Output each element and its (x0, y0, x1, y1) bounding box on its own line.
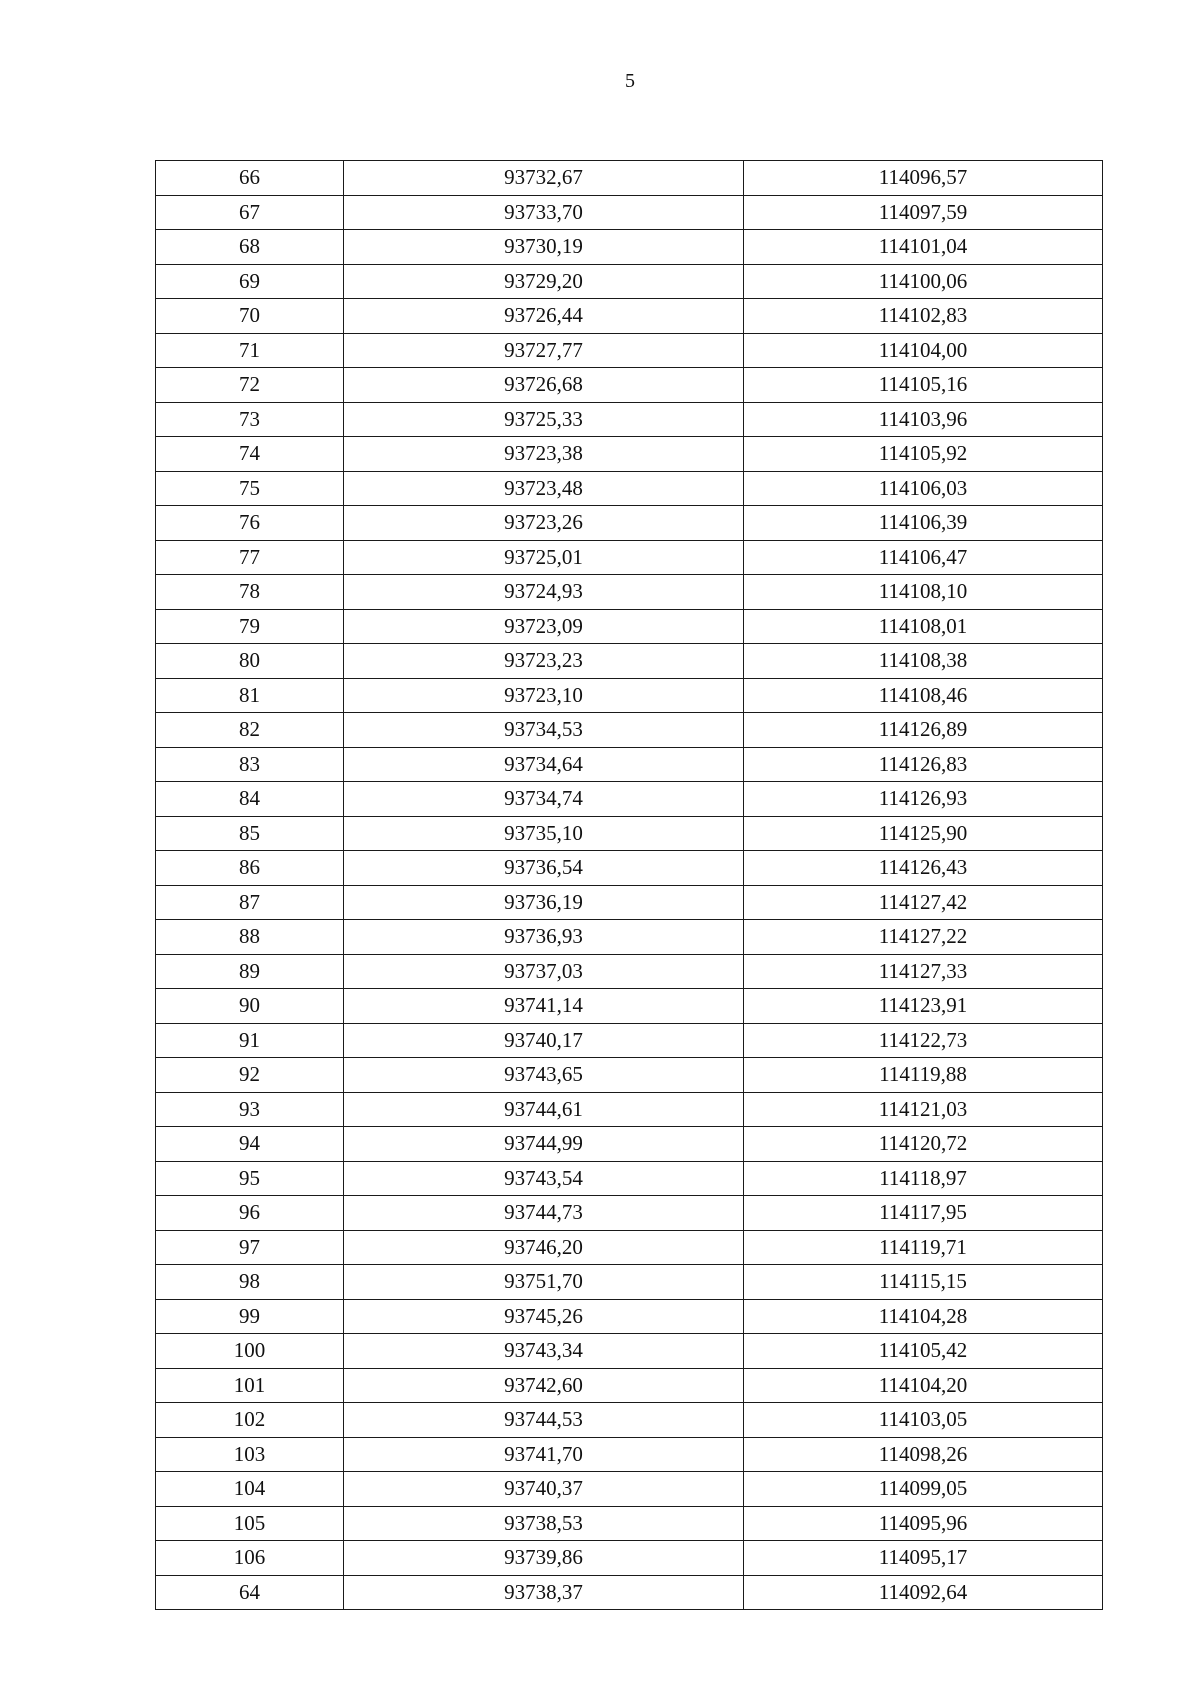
x-coordinate-cell: 93723,38 (344, 437, 744, 472)
y-coordinate-cell: 114104,00 (744, 333, 1103, 368)
table-row (156, 920, 1103, 955)
x-coordinate-cell: 93727,77 (344, 333, 744, 368)
y-coordinate-cell: 114103,96 (744, 402, 1103, 437)
y-coordinate-cell: 114120,72 (744, 1127, 1103, 1162)
x-coordinate-cell: 93723,48 (344, 471, 744, 506)
x-coordinate-cell: 93724,93 (344, 575, 744, 610)
x-coordinate-cell: 93744,53 (344, 1403, 744, 1438)
point-number-cell: 91 (156, 1023, 344, 1058)
table-row (156, 1230, 1103, 1265)
x-coordinate-cell: 93736,19 (344, 885, 744, 920)
coordinates-table-body (156, 161, 1103, 1610)
table-row (156, 161, 1103, 196)
y-coordinate-cell: 114104,28 (744, 1299, 1103, 1334)
table-row (156, 264, 1103, 299)
point-number-cell: 64 (156, 1575, 344, 1610)
x-coordinate-cell: 93736,93 (344, 920, 744, 955)
page-number: 5 (625, 70, 635, 92)
y-coordinate-cell: 114122,73 (744, 1023, 1103, 1058)
y-coordinate-cell: 114092,64 (744, 1575, 1103, 1610)
x-coordinate-cell: 93740,17 (344, 1023, 744, 1058)
x-coordinate-cell: 93741,70 (344, 1437, 744, 1472)
table-row (156, 1575, 1103, 1610)
x-coordinate-cell: 93725,01 (344, 540, 744, 575)
x-coordinate-cell: 93744,99 (344, 1127, 744, 1162)
y-coordinate-cell: 114097,59 (744, 195, 1103, 230)
point-number-cell: 84 (156, 782, 344, 817)
table-row (156, 368, 1103, 403)
point-number-cell: 70 (156, 299, 344, 334)
point-number-cell: 105 (156, 1506, 344, 1541)
y-coordinate-cell: 114095,17 (744, 1541, 1103, 1576)
table-row (156, 1437, 1103, 1472)
table-row (156, 851, 1103, 886)
point-number-cell: 83 (156, 747, 344, 782)
table-row (156, 1299, 1103, 1334)
table-row (156, 1334, 1103, 1369)
x-coordinate-cell: 93745,26 (344, 1299, 744, 1334)
table-row (156, 230, 1103, 265)
table-row (156, 1368, 1103, 1403)
y-coordinate-cell: 114108,01 (744, 609, 1103, 644)
x-coordinate-cell: 93726,68 (344, 368, 744, 403)
x-coordinate-cell: 93738,53 (344, 1506, 744, 1541)
x-coordinate-cell: 93737,03 (344, 954, 744, 989)
table-row (156, 782, 1103, 817)
table-row (156, 195, 1103, 230)
x-coordinate-cell: 93743,54 (344, 1161, 744, 1196)
point-number-cell: 77 (156, 540, 344, 575)
table-row (156, 678, 1103, 713)
x-coordinate-cell: 93730,19 (344, 230, 744, 265)
point-number-cell: 96 (156, 1196, 344, 1231)
point-number-cell: 99 (156, 1299, 344, 1334)
x-coordinate-cell: 93723,23 (344, 644, 744, 679)
table-row (156, 540, 1103, 575)
x-coordinate-cell: 93751,70 (344, 1265, 744, 1300)
point-number-cell: 93 (156, 1092, 344, 1127)
point-number-cell: 76 (156, 506, 344, 541)
y-coordinate-cell: 114105,42 (744, 1334, 1103, 1369)
y-coordinate-cell: 114119,71 (744, 1230, 1103, 1265)
y-coordinate-cell: 114108,38 (744, 644, 1103, 679)
point-number-cell: 66 (156, 161, 344, 196)
y-coordinate-cell: 114126,93 (744, 782, 1103, 817)
table-row (156, 1403, 1103, 1438)
table-row (156, 1541, 1103, 1576)
table-row (156, 471, 1103, 506)
x-coordinate-cell: 93744,73 (344, 1196, 744, 1231)
point-number-cell: 101 (156, 1368, 344, 1403)
x-coordinate-cell: 93738,37 (344, 1575, 744, 1610)
y-coordinate-cell: 114119,88 (744, 1058, 1103, 1093)
point-number-cell: 104 (156, 1472, 344, 1507)
table-row (156, 402, 1103, 437)
x-coordinate-cell: 93725,33 (344, 402, 744, 437)
x-coordinate-cell: 93743,34 (344, 1334, 744, 1369)
x-coordinate-cell: 93743,65 (344, 1058, 744, 1093)
point-number-cell: 100 (156, 1334, 344, 1369)
point-number-cell: 102 (156, 1403, 344, 1438)
x-coordinate-cell: 93741,14 (344, 989, 744, 1024)
point-number-cell: 69 (156, 264, 344, 299)
point-number-cell: 106 (156, 1541, 344, 1576)
point-number-cell: 88 (156, 920, 344, 955)
y-coordinate-cell: 114127,22 (744, 920, 1103, 955)
point-number-cell: 74 (156, 437, 344, 472)
point-number-cell: 73 (156, 402, 344, 437)
point-number-cell: 85 (156, 816, 344, 851)
x-coordinate-cell: 93734,64 (344, 747, 744, 782)
x-coordinate-cell: 93736,54 (344, 851, 744, 886)
point-number-cell: 67 (156, 195, 344, 230)
table-row (156, 506, 1103, 541)
x-coordinate-cell: 93729,20 (344, 264, 744, 299)
x-coordinate-cell: 93740,37 (344, 1472, 744, 1507)
y-coordinate-cell: 114101,04 (744, 230, 1103, 265)
y-coordinate-cell: 114106,47 (744, 540, 1103, 575)
y-coordinate-cell: 114126,83 (744, 747, 1103, 782)
y-coordinate-cell: 114108,46 (744, 678, 1103, 713)
x-coordinate-cell: 93734,53 (344, 713, 744, 748)
y-coordinate-cell: 114106,39 (744, 506, 1103, 541)
y-coordinate-cell: 114105,16 (744, 368, 1103, 403)
y-coordinate-cell: 114096,57 (744, 161, 1103, 196)
point-number-cell: 79 (156, 609, 344, 644)
y-coordinate-cell: 114115,15 (744, 1265, 1103, 1300)
y-coordinate-cell: 114104,20 (744, 1368, 1103, 1403)
y-coordinate-cell: 114127,42 (744, 885, 1103, 920)
y-coordinate-cell: 114108,10 (744, 575, 1103, 610)
y-coordinate-cell: 114095,96 (744, 1506, 1103, 1541)
y-coordinate-cell: 114105,92 (744, 437, 1103, 472)
point-number-cell: 89 (156, 954, 344, 989)
table-row (156, 713, 1103, 748)
y-coordinate-cell: 114125,90 (744, 816, 1103, 851)
point-number-cell: 71 (156, 333, 344, 368)
x-coordinate-cell: 93739,86 (344, 1541, 744, 1576)
table-row (156, 1196, 1103, 1231)
y-coordinate-cell: 114106,03 (744, 471, 1103, 506)
point-number-cell: 103 (156, 1437, 344, 1472)
y-coordinate-cell: 114117,95 (744, 1196, 1103, 1231)
y-coordinate-cell: 114127,33 (744, 954, 1103, 989)
point-number-cell: 90 (156, 989, 344, 1024)
y-coordinate-cell: 114118,97 (744, 1161, 1103, 1196)
x-coordinate-cell: 93734,74 (344, 782, 744, 817)
point-number-cell: 94 (156, 1127, 344, 1162)
x-coordinate-cell: 93723,10 (344, 678, 744, 713)
point-number-cell: 81 (156, 678, 344, 713)
x-coordinate-cell: 93735,10 (344, 816, 744, 851)
point-number-cell: 68 (156, 230, 344, 265)
y-coordinate-cell: 114098,26 (744, 1437, 1103, 1472)
point-number-cell: 97 (156, 1230, 344, 1265)
table-row (156, 1506, 1103, 1541)
x-coordinate-cell: 93746,20 (344, 1230, 744, 1265)
table-row (156, 747, 1103, 782)
point-number-cell: 87 (156, 885, 344, 920)
y-coordinate-cell: 114099,05 (744, 1472, 1103, 1507)
point-number-cell: 82 (156, 713, 344, 748)
y-coordinate-cell: 114100,06 (744, 264, 1103, 299)
x-coordinate-cell: 93733,70 (344, 195, 744, 230)
x-coordinate-cell: 93726,44 (344, 299, 744, 334)
y-coordinate-cell: 114126,89 (744, 713, 1103, 748)
y-coordinate-cell: 114123,91 (744, 989, 1103, 1024)
x-coordinate-cell: 93732,67 (344, 161, 744, 196)
table-row (156, 333, 1103, 368)
table-row (156, 1092, 1103, 1127)
table-row (156, 1127, 1103, 1162)
point-number-cell: 92 (156, 1058, 344, 1093)
point-number-cell: 98 (156, 1265, 344, 1300)
x-coordinate-cell: 93723,09 (344, 609, 744, 644)
table-row (156, 575, 1103, 610)
x-coordinate-cell: 93742,60 (344, 1368, 744, 1403)
table-row (156, 1058, 1103, 1093)
point-number-cell: 72 (156, 368, 344, 403)
coordinates-table (155, 160, 1103, 1610)
y-coordinate-cell: 114102,83 (744, 299, 1103, 334)
y-coordinate-cell: 114121,03 (744, 1092, 1103, 1127)
table-row (156, 1265, 1103, 1300)
table-row (156, 299, 1103, 334)
y-coordinate-cell: 114103,05 (744, 1403, 1103, 1438)
table-row (156, 1472, 1103, 1507)
table-row (156, 1023, 1103, 1058)
point-number-cell: 86 (156, 851, 344, 886)
table-row (156, 437, 1103, 472)
point-number-cell: 95 (156, 1161, 344, 1196)
y-coordinate-cell: 114126,43 (744, 851, 1103, 886)
table-row (156, 954, 1103, 989)
x-coordinate-cell: 93723,26 (344, 506, 744, 541)
point-number-cell: 78 (156, 575, 344, 610)
x-coordinate-cell: 93744,61 (344, 1092, 744, 1127)
table-row (156, 989, 1103, 1024)
table-row (156, 644, 1103, 679)
point-number-cell: 80 (156, 644, 344, 679)
table-row (156, 816, 1103, 851)
table-row (156, 1161, 1103, 1196)
table-row (156, 885, 1103, 920)
table-row (156, 609, 1103, 644)
point-number-cell: 75 (156, 471, 344, 506)
